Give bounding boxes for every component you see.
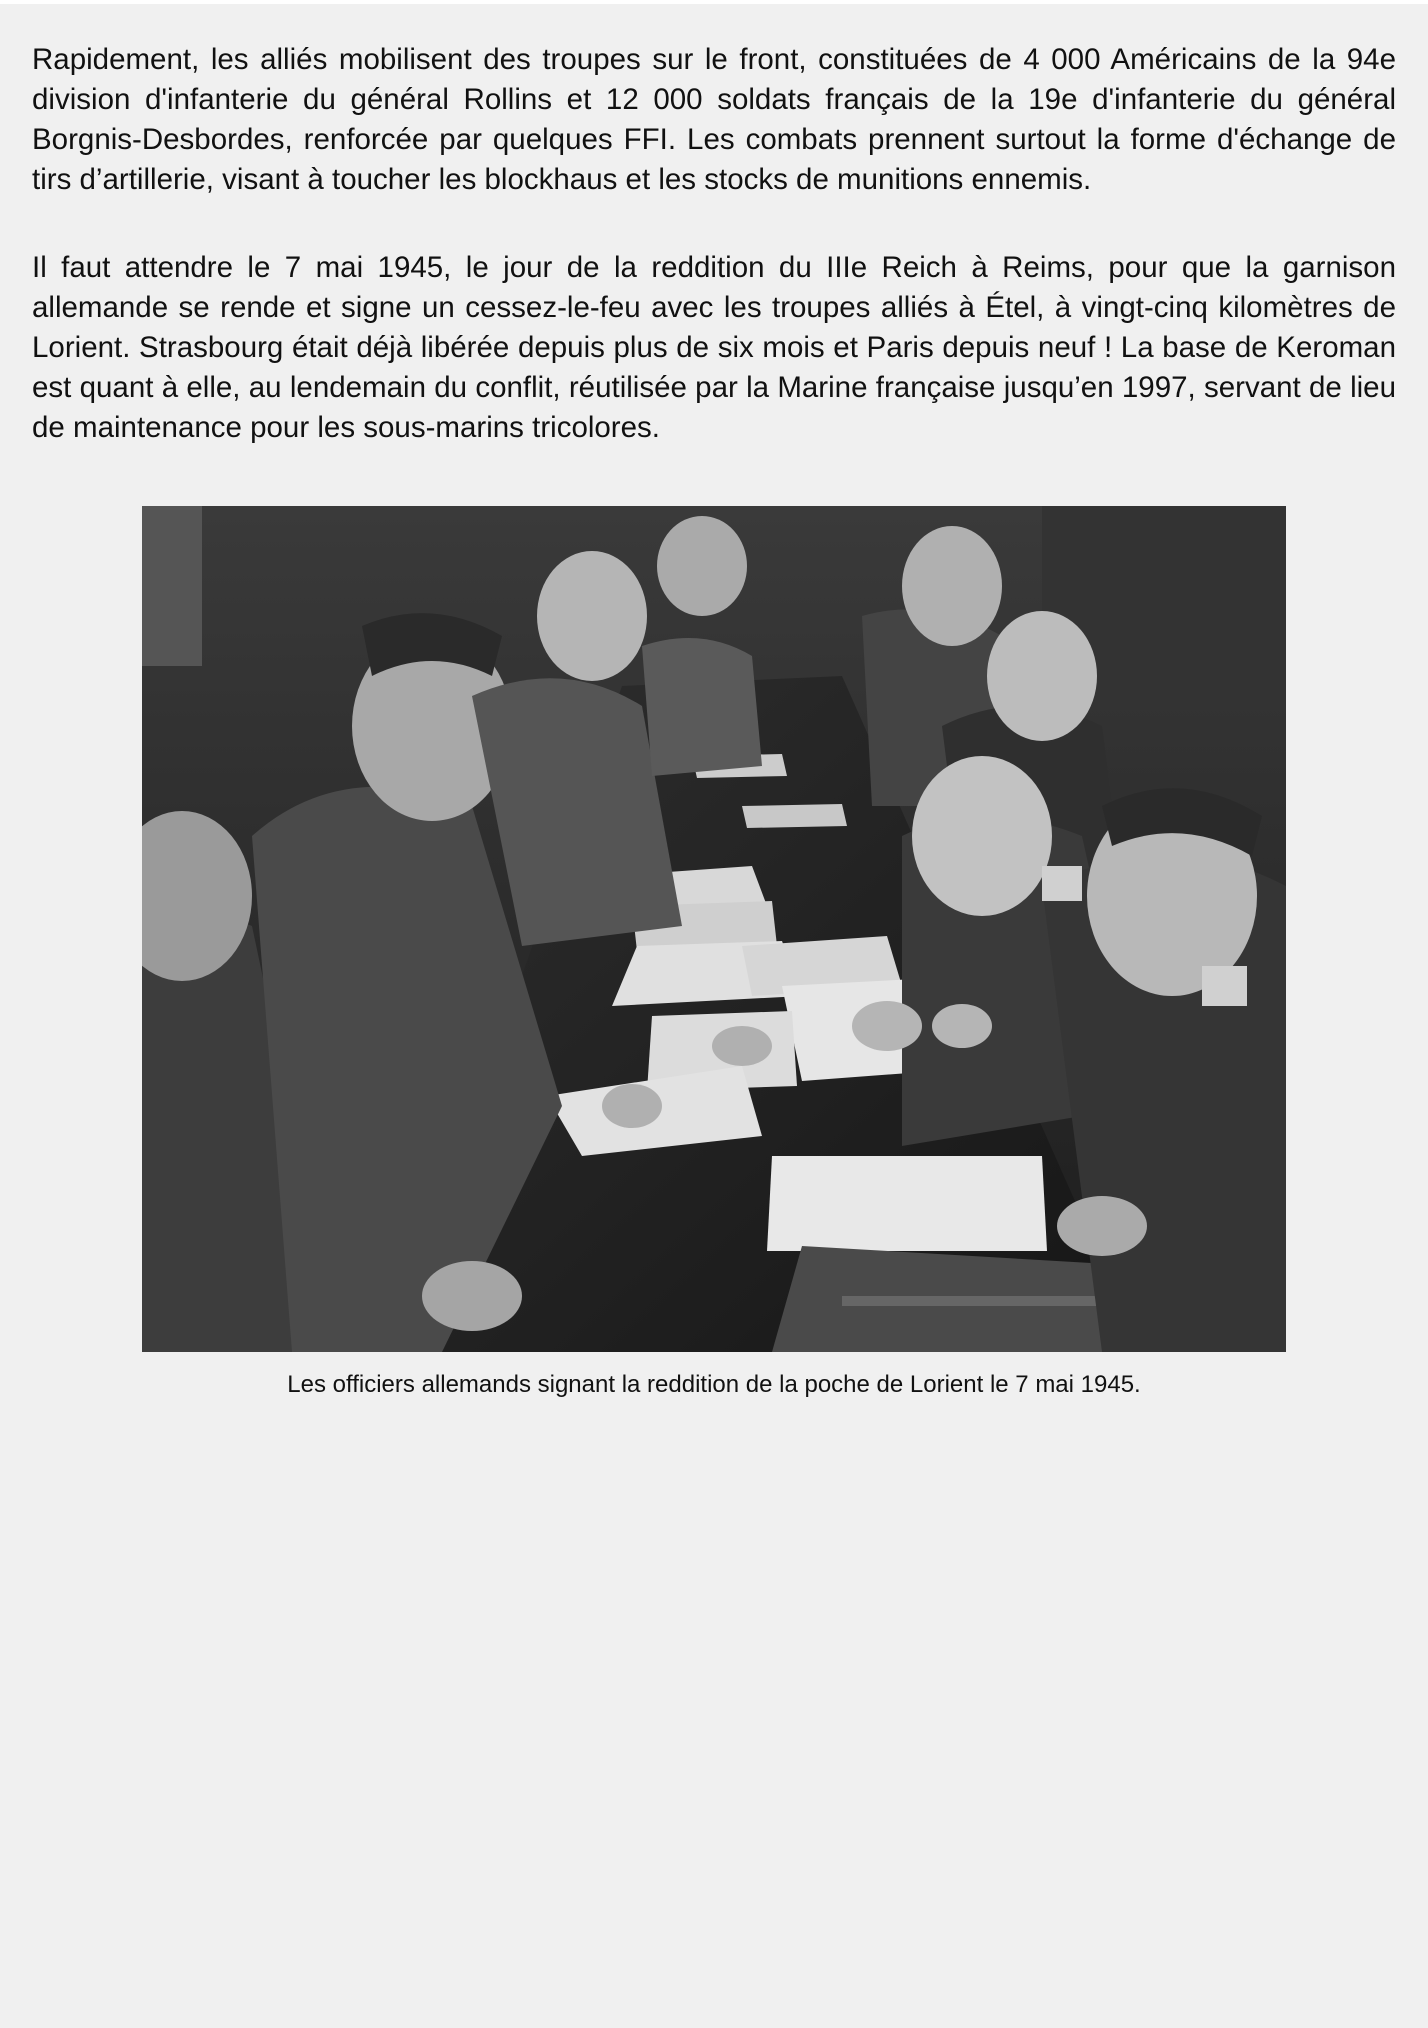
figure-caption: Les officiers allemands signant la reddition de la poche de Lorient le 7 mai 1945. bbox=[287, 1371, 1141, 1398]
paragraph-surrender: Il faut attendre le 7 mai 1945, le jour de la reddition du IIIe Reich à Reims, pour que la garnison allemande se rende et signe un cessez-le-feu avec les troupes alliés à Étel, à vingt-cinq kilomètres de Lorient. Strasbourg était déjà libérée depuis plus de six mois et Paris depuis neuf ! La base de Keroman est quant à elle, au lendemain du conflit, réutilisée par la Marine française jusqu’en 1997, servant de lieu de maintenance pour les sous-marins tricolores. bbox=[32, 251, 1396, 444]
surrender-photo-graphic bbox=[142, 506, 1286, 1352]
page-top-edge bbox=[0, 0, 1428, 4]
surrender-photo bbox=[142, 506, 1286, 1352]
article-body bbox=[32, 40, 1396, 448]
paragraph-allied-troops: Rapidement, les alliés mobilisent des troupes sur le front, constituées de 4 000 Américains de la 94e division d'infanterie du général Rollins et 12 000 soldats français de la 19e d'infanterie du général Borgnis-Desbordes, renforcée par quelques FFI. Les combats prennent surtout la forme d'échange de tirs d’artillerie, visant à toucher les blockhaus et les stocks de munitions ennemis. bbox=[32, 43, 1396, 196]
